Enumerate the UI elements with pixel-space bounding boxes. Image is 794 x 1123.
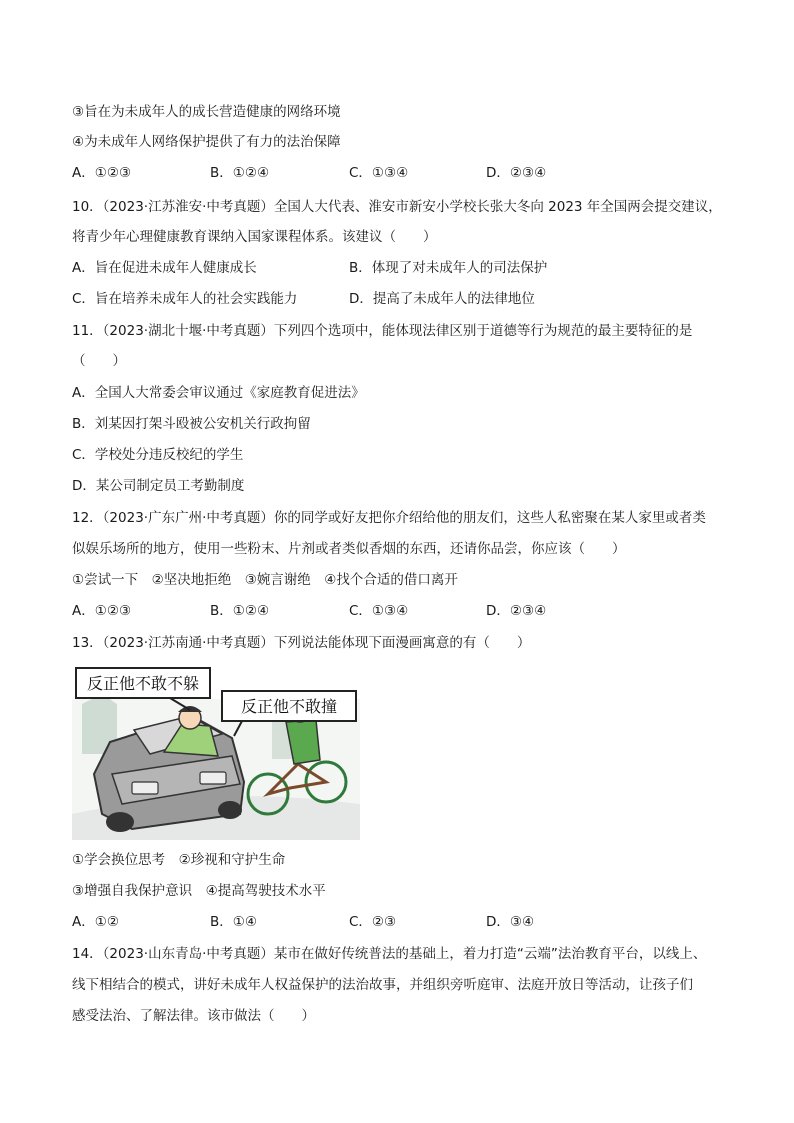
q10-options-row1	[72, 259, 722, 277]
q12-option-a[interactable]: A．①②③	[72, 603, 132, 619]
q12-statements: ①尝试一下 ②坚决地拒绝 ③婉言谢绝 ④找个合适的借口离开	[72, 572, 458, 588]
q9-option-d[interactable]: D．②③④	[486, 165, 547, 181]
q12-option-d[interactable]: D．②③④	[486, 603, 547, 619]
q14-stem-line3: 感受法治、了解法律。该市做法（ ）	[72, 1008, 315, 1024]
q10-options-row2	[72, 290, 722, 308]
q13-options	[72, 913, 722, 931]
q11-option-d[interactable]: D．某公司制定员工考勤制度	[72, 478, 245, 494]
q11-option-b[interactable]: B．刘某因打架斗殴被公安机关行政拘留	[72, 416, 311, 432]
q13-statements-1-2: ①学会换位思考 ②珍视和守护生命	[72, 852, 286, 868]
q9-statement-4: ④为未成年人网络保护提供了有力的法治保障	[72, 134, 341, 150]
q9-option-c[interactable]: C．①③④	[349, 165, 409, 181]
q10-stem-line1: 10．（2023·江苏淮安·中考真题）全国人大代表、淮安市新安小学校长张大冬向 2023 年全国两会提交建议，	[72, 199, 722, 215]
q9-options	[72, 164, 722, 182]
q13-option-d[interactable]: D．③④	[486, 914, 535, 930]
q11-stem-line1: 11．（2023·湖北十堰·中考真题）下列四个选项中，能体现法律区别于道德等行为规范的最主要特征的是	[72, 323, 693, 339]
q13-option-a[interactable]: A．①②	[72, 914, 119, 930]
q13-statements-3-4: ③增强自我保护意识 ④提高驾驶技术水平	[72, 883, 326, 899]
q9-option-b[interactable]: B．①②④	[210, 165, 270, 181]
q13-comic-image	[72, 664, 360, 840]
q10-stem-line2: 将青少年心理健康教育课纳入国家课程体系。该建议（ ）	[72, 229, 437, 245]
q10-option-b[interactable]: B．体现了对未成年人的司法保护	[349, 260, 548, 276]
q14-stem-line1: 14．（2023·山东青岛·中考真题）某市在做好传统普法的基础上，着力打造“云端”法治教育平台，以线上、	[72, 946, 707, 962]
q9-option-a[interactable]: A．①②③	[72, 165, 132, 181]
q10-option-c[interactable]: C．旨在培养未成年人的社会实践能力	[72, 291, 298, 307]
q12-stem-line2: 似娱乐场所的地方，使用一些粉末、片剂或者类似香烟的东西，还请你品尝，你应该（ ）	[72, 541, 626, 557]
q10-option-d[interactable]: D．提高了未成年人的法律地位	[349, 291, 535, 307]
q12-options	[72, 602, 722, 620]
q14-stem-line2: 线下相结合的模式，讲好未成年人权益保护的法治故事，并组织旁听庭审、法庭开放日等活动，让孩子们	[72, 977, 693, 993]
q11-stem-line2: （ ）	[72, 353, 126, 369]
q10-option-a[interactable]: A．旨在促进未成年人健康成长	[72, 260, 257, 276]
q11-option-c[interactable]: C．学校处分违反校纪的学生	[72, 447, 244, 463]
comic-bubble-right-text: 反正他不敢撞	[240, 697, 338, 716]
q12-option-b[interactable]: B．①②④	[210, 603, 270, 619]
q13-option-b[interactable]: B．①④	[210, 914, 257, 930]
comic-bubble-left-text: 反正他不敢不躲	[86, 674, 200, 693]
q13-stem: 13．（2023·江苏南通·中考真题）下列说法能体现下面漫画寓意的有（ ）	[72, 635, 531, 651]
q11-option-a[interactable]: A．全国人大常委会审议通过《家庭教育促进法》	[72, 385, 365, 401]
q9-statement-3: ③旨在为未成年人的成长营造健康的网络环境	[72, 104, 341, 120]
q12-stem-line1: 12．（2023·广东广州·中考真题）你的同学或好友把你介绍给他的朋友们，这些人私密聚在某人家里或者类	[72, 510, 706, 526]
q12-option-c[interactable]: C．①③④	[349, 603, 409, 619]
q13-option-c[interactable]: C．②③	[349, 914, 397, 930]
